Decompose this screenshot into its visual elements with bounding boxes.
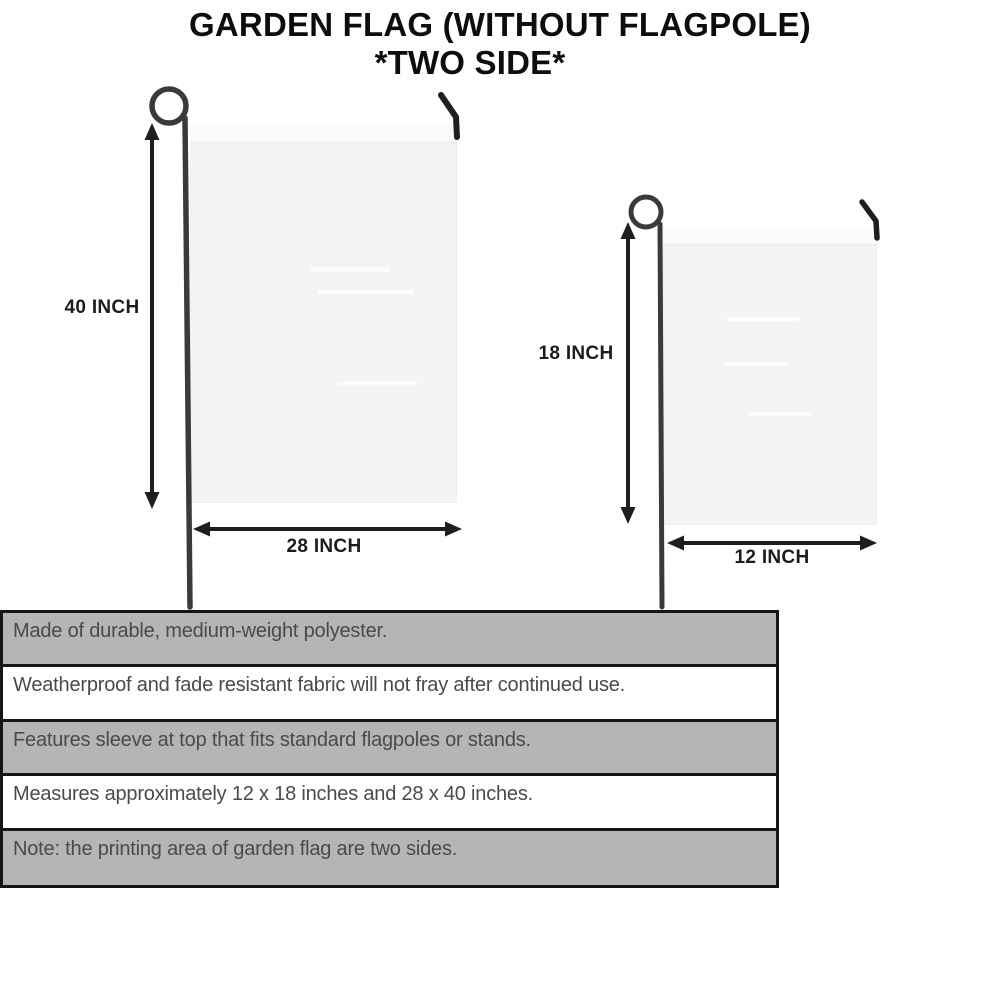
height-label-small: 18 INCH: [538, 343, 614, 364]
spec-text: Weatherproof and fade resistant fabric will not fray after continued use.: [13, 674, 626, 697]
width-arrow-large: [193, 522, 462, 537]
width-label-small: 12 INCH: [734, 547, 810, 568]
title-line-1: GARDEN FLAG (WITHOUT FLAGPOLE): [189, 6, 811, 43]
spec-row-measures: [3, 776, 776, 830]
spec-text: Measures approximately 12 x 18 inches and 28 x 40 inches.: [13, 783, 534, 806]
spec-text: Features sleeve at top that fits standard flagpoles or stands.: [13, 728, 531, 751]
spec-row-note: [3, 831, 776, 885]
spec-row-sleeve: [3, 722, 776, 776]
flagpole-shaft-large: [185, 118, 190, 607]
spec-text: Note: the printing area of garden flag are two sides.: [13, 837, 458, 860]
spec-row-weatherproof: [3, 667, 776, 721]
height-arrow-large: [145, 123, 160, 509]
height-arrow-small: [621, 222, 636, 524]
flagpole-loop-large: [152, 89, 186, 123]
flagpole-loop-small: [631, 197, 661, 227]
spec-table: [0, 610, 779, 888]
height-label-large: 40 INCH: [64, 297, 140, 318]
hanger-hook-large: [441, 95, 457, 137]
title-line-2: *TWO SIDE*: [374, 44, 566, 81]
flagpole-shaft-small: [660, 224, 662, 607]
hanger-hook-small: [862, 202, 877, 238]
spec-text: Made of durable, medium-weight polyester.: [13, 620, 388, 642]
width-label-large: 28 INCH: [286, 536, 362, 557]
spec-row-material: [3, 613, 776, 667]
